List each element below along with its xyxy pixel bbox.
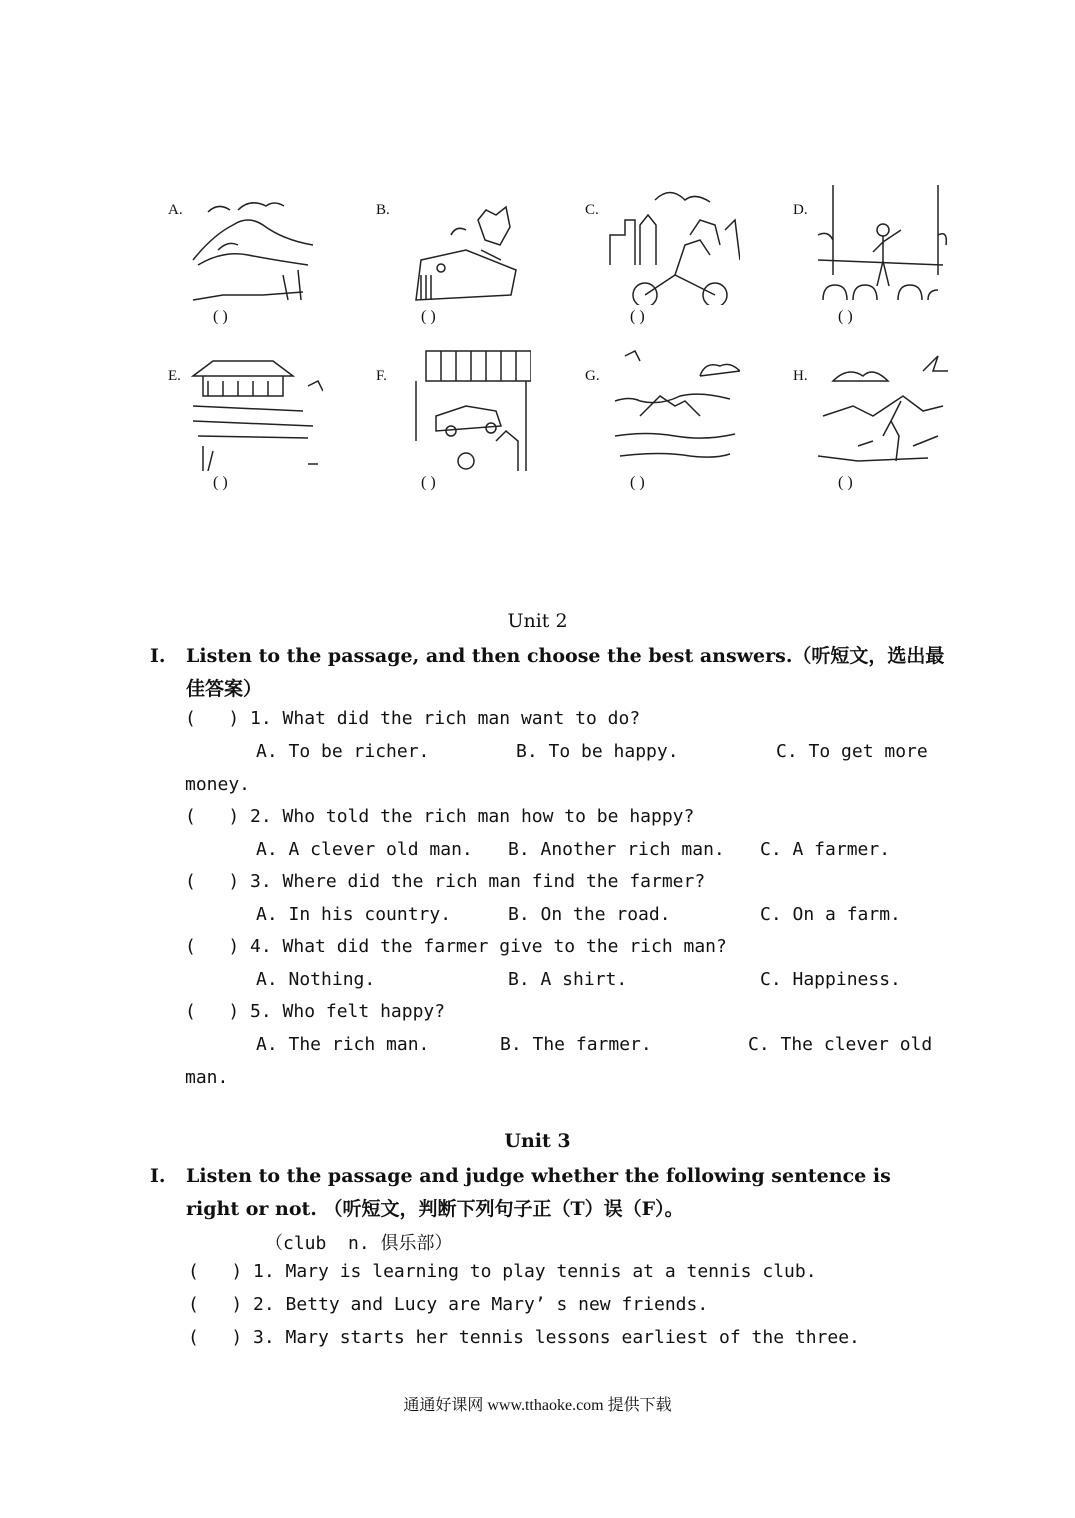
picture-c xyxy=(585,180,735,330)
picture-letter: D. xyxy=(793,202,808,218)
option-b: B. Another rich man. xyxy=(508,839,725,860)
picture-letter: C. xyxy=(585,202,599,218)
picture-letter: E. xyxy=(168,368,181,384)
answer-paren: ( ) xyxy=(630,308,645,325)
answer-paren: ( ) xyxy=(630,474,645,491)
picture-b xyxy=(376,180,526,330)
option-c-wrap: money. xyxy=(185,774,251,795)
option-b: B. A shirt. xyxy=(508,969,628,990)
question-2: ( ) 2. Who told the rich man how to be happy? xyxy=(185,806,695,827)
answer-paren: ( ) xyxy=(421,308,436,325)
instruction-text: Listen to the passage, and then choose the best answers.（听短文，选出最佳答案） xyxy=(186,645,945,700)
option-a: A. In his country. xyxy=(256,904,452,925)
picture-f xyxy=(376,346,526,496)
option-c-wrap: man. xyxy=(185,1067,229,1088)
answer-paren: ( ) xyxy=(421,474,436,491)
question-4: ( ) 4. What did the farmer give to the rich man? xyxy=(185,936,727,957)
unit3-title: Unit 3 xyxy=(504,1130,571,1152)
unit2-instruction xyxy=(150,640,945,706)
picture-d xyxy=(793,180,943,330)
option-c: C. On a farm. xyxy=(760,904,901,925)
section-number: Ⅰ. xyxy=(150,645,166,667)
unit3-instruction xyxy=(150,1160,940,1226)
picture-letter: A. xyxy=(168,202,183,218)
statement-2: ( ) 2. Betty and Lucy are Mary’ s new friends. xyxy=(188,1294,709,1315)
building-car-drawing-icon xyxy=(396,346,531,471)
cyclist-drawing-icon xyxy=(605,180,740,305)
picture-letter: G. xyxy=(585,368,600,384)
picture-letter: H. xyxy=(793,368,808,384)
vocab-note: （club n. 俱乐部） xyxy=(265,1233,453,1254)
option-b: B. To be happy. xyxy=(516,741,679,762)
swimmer-drawing-icon xyxy=(605,346,740,471)
picture-h xyxy=(793,346,943,496)
option-a: A. A clever old man. xyxy=(256,839,473,860)
section-number: Ⅰ. xyxy=(150,1165,166,1187)
man-drinking-drawing-icon xyxy=(396,180,531,305)
question-5: ( ) 5. Who felt happy? xyxy=(185,1001,446,1022)
option-a: A. To be richer. xyxy=(256,741,430,762)
instruction-text: Listen to the passage and judge whether the following sentence is right or not. （听短文，判断下列句子正（T）误（F）。 xyxy=(186,1165,891,1220)
page-footer: 通通好课网 www.tthaoke.com 提供下载 xyxy=(403,1397,672,1414)
option-c: C. A farmer. xyxy=(760,839,891,860)
mountain-drawing-icon xyxy=(188,180,323,305)
temple-drawing-icon xyxy=(188,346,323,471)
statement-1: ( ) 1. Mary is learning to play tennis at a tennis club. xyxy=(188,1261,817,1282)
question-1: ( ) 1. What did the rich man want to do? xyxy=(185,708,641,729)
stage-performer-drawing-icon xyxy=(813,180,948,305)
picture-a xyxy=(168,180,318,330)
picture-letter: F. xyxy=(376,368,387,384)
option-a: A. The rich man. xyxy=(256,1034,430,1055)
statement-3: ( ) 3. Mary starts her tennis lessons earliest of the three. xyxy=(188,1327,860,1348)
hiker-landscape-drawing-icon xyxy=(813,346,948,471)
picture-e xyxy=(168,346,318,496)
option-b: B. On the road. xyxy=(508,904,671,925)
option-b: B. The farmer. xyxy=(500,1034,652,1055)
option-c: C. Happiness. xyxy=(760,969,901,990)
answer-paren: ( ) xyxy=(213,474,228,491)
option-c: C. To get more xyxy=(776,741,928,762)
answer-paren: ( ) xyxy=(838,474,853,491)
option-a: A. Nothing. xyxy=(256,969,376,990)
question-3: ( ) 3. Where did the rich man find the farmer? xyxy=(185,871,706,892)
answer-paren: ( ) xyxy=(838,308,853,325)
picture-g xyxy=(585,346,735,496)
picture-letter: B. xyxy=(376,202,390,218)
answer-paren: ( ) xyxy=(213,308,228,325)
unit2-title: Unit 2 xyxy=(507,610,568,632)
option-c: C. The clever old xyxy=(748,1034,933,1055)
